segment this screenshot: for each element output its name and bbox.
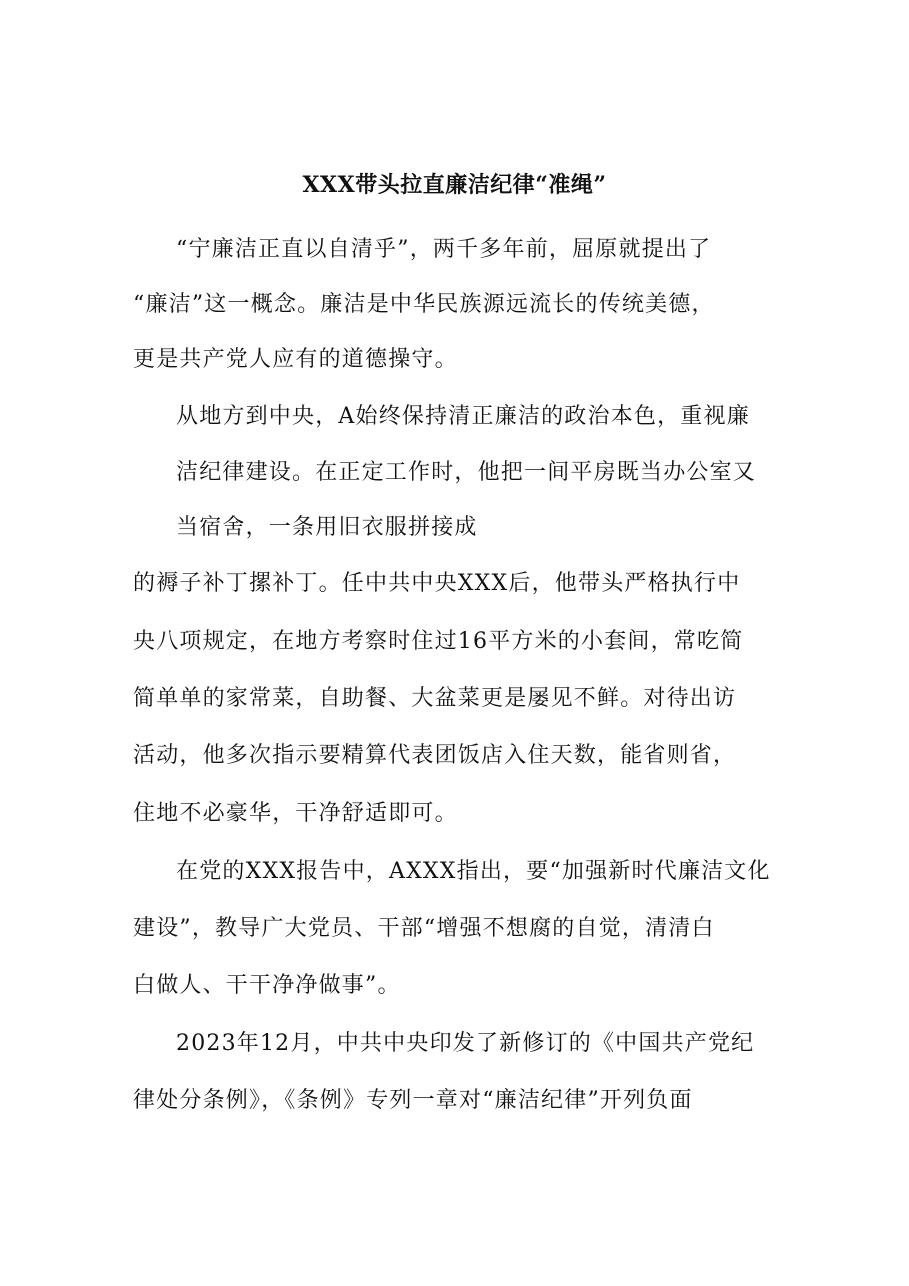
paragraph-line: 简单单的家常菜，自助餐、大盆菜更是屡见不鲜。对待出访	[133, 686, 737, 711]
paragraph-line: 白做人、干干净净做事”。	[133, 973, 401, 998]
paragraph-line: 活动，他多次指示要精算代表团饭店入住天数，能省则省，	[133, 743, 737, 768]
paragraph-line: 在党的XXX报告中，AXXX指出，要“加强新时代廉洁文化	[176, 859, 771, 884]
document-title: XXX带头拉直廉洁纪律“准绳”	[302, 172, 607, 198]
paragraph-line: 洁纪律建设。在正定工作时，他把一间平房既当办公室又	[176, 460, 757, 485]
paragraph-line: 当宿舍，一条用旧衣服拼接成	[176, 515, 478, 540]
paragraph-line: 央八项规定，在地方考察时住过16平方米的小套间，常吃简	[133, 629, 744, 654]
paragraph-line: 住地不必豪华，干净舒适即可。	[133, 801, 458, 826]
paragraph-line: 2023年12月，中共中央印发了新修订的《中国共产党纪	[176, 1031, 755, 1056]
paragraph-line: 律处分条例》，《条例》专列一章对“廉洁纪律”开列负面	[133, 1088, 693, 1113]
paragraph-line: 更是共产党人应有的道德操守。	[133, 347, 458, 372]
paragraph-line: 的褥子补丁摞补丁。任中共中央XXX后，他带头严格执行中	[133, 571, 741, 596]
paragraph-line: 建设”，教导广大党员、干部“增强不想腐的自觉，清清白	[133, 916, 715, 941]
paragraph-line: “宁廉洁正直以自清乎”，两千多年前，屈原就提出了	[176, 237, 712, 262]
paragraph-line: “廉洁”这一概念。廉洁是中华民族源远流长的传统美德，	[133, 292, 715, 317]
paragraph-line: 从地方到中央，A始终保持清正廉洁的政治本色，重视廉	[176, 404, 750, 429]
